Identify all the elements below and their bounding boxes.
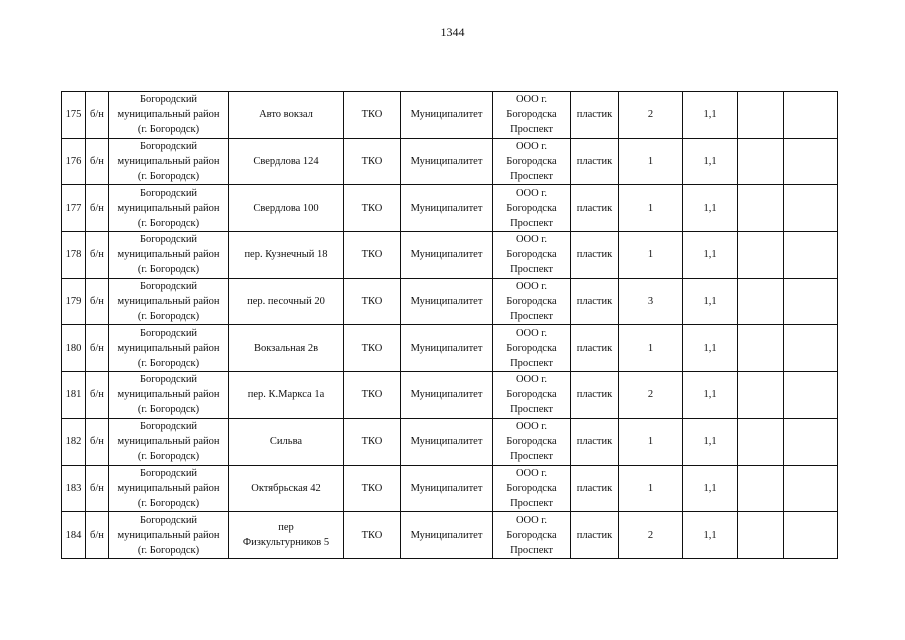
operator-line-3: Проспект <box>510 497 553 509</box>
district-line-1: Богородский <box>139 187 198 199</box>
waste-type-cell <box>344 512 401 559</box>
waste-type: ТКО <box>361 202 383 214</box>
operator-line-1: ООО г. <box>515 141 548 153</box>
district-line-1: Богородский <box>139 281 198 293</box>
owner: Муниципалитет <box>410 436 483 448</box>
district-line-1: Богородский <box>139 327 198 339</box>
owner: Муниципалитет <box>410 109 483 121</box>
row-number-cell <box>62 232 86 279</box>
district-line-1: Богородский <box>139 234 198 246</box>
row-number: 179 <box>65 296 82 308</box>
address-cell <box>229 185 344 232</box>
container-volume: 1,1 <box>703 249 717 261</box>
material-cell <box>571 185 619 232</box>
operator-line-1: ООО г. <box>515 187 548 199</box>
waste-type-cell <box>344 278 401 325</box>
operator-line-3: Проспект <box>510 357 553 369</box>
operator-line-3: Проспект <box>510 451 553 463</box>
bn-text: б/н <box>90 296 104 308</box>
waste-type: ТКО <box>361 389 383 401</box>
district-line-1: Богородский <box>139 514 198 526</box>
bn-cell <box>86 372 109 419</box>
bn-text: б/н <box>90 482 104 494</box>
owner-cell <box>401 185 493 232</box>
operator-line-2: Богородска <box>506 482 557 494</box>
address-cell <box>229 418 344 465</box>
waste-type: ТКО <box>361 249 383 261</box>
container-volume: 1,1 <box>703 296 717 308</box>
extra-cell-1 <box>738 278 784 325</box>
district-line-1: Богородский <box>139 374 198 386</box>
district-line-1: Богородский <box>139 467 198 479</box>
operator-line-1: ООО г. <box>515 327 548 339</box>
material-cell <box>571 232 619 279</box>
volume-cell <box>683 512 738 559</box>
bn-text: б/н <box>90 342 104 354</box>
address-cell <box>229 138 344 185</box>
table-row <box>62 232 838 279</box>
waste-type-cell <box>344 418 401 465</box>
table-row <box>62 325 838 372</box>
table-row <box>62 465 838 512</box>
address-line-1: Вокзальная 2в <box>253 342 319 354</box>
extra-cell-2 <box>784 278 838 325</box>
operator-line-1: ООО г. <box>515 421 548 433</box>
bn-cell <box>86 138 109 185</box>
table-row <box>62 185 838 232</box>
waste-type: ТКО <box>361 296 383 308</box>
row-number: 175 <box>65 109 82 121</box>
bn-cell <box>86 512 109 559</box>
operator-line-1: ООО г. <box>515 281 548 293</box>
operator-line-1: ООО г. <box>515 94 548 106</box>
waste-type-cell <box>344 372 401 419</box>
owner-cell <box>401 372 493 419</box>
material-cell <box>571 92 619 139</box>
district-line-2: муниципальный район <box>117 482 220 494</box>
waste-container-table <box>61 91 838 559</box>
address-cell <box>229 92 344 139</box>
operator-line-1: ООО г. <box>515 234 548 246</box>
material: пластик <box>576 436 613 448</box>
row-number-cell <box>62 92 86 139</box>
district-cell <box>109 278 229 325</box>
address-cell <box>229 278 344 325</box>
district-cell <box>109 92 229 139</box>
waste-type: ТКО <box>361 156 383 168</box>
bn-text: б/н <box>90 156 104 168</box>
operator-line-3: Проспект <box>510 311 553 323</box>
container-volume: 1,1 <box>703 156 717 168</box>
container-count: 1 <box>647 156 654 168</box>
owner-cell <box>401 512 493 559</box>
address-cell <box>229 372 344 419</box>
district-line-3: (г. Богородск) <box>137 217 200 229</box>
district-line-3: (г. Богородск) <box>137 451 200 463</box>
extra-cell-1 <box>738 232 784 279</box>
operator-line-2: Богородска <box>506 436 557 448</box>
table-body <box>62 92 838 559</box>
operator-line-2: Богородска <box>506 109 557 121</box>
operator-cell <box>493 278 571 325</box>
count-cell <box>619 512 683 559</box>
bn-cell <box>86 232 109 279</box>
bn-cell <box>86 278 109 325</box>
district-cell <box>109 325 229 372</box>
table-row <box>62 418 838 465</box>
operator-line-2: Богородска <box>506 249 557 261</box>
container-volume: 1,1 <box>703 529 717 541</box>
waste-type-cell <box>344 232 401 279</box>
volume-cell <box>683 278 738 325</box>
owner: Муниципалитет <box>410 296 483 308</box>
container-count: 3 <box>647 296 654 308</box>
volume-cell <box>683 185 738 232</box>
row-number: 184 <box>65 529 82 541</box>
extra-cell-1 <box>738 92 784 139</box>
operator-line-1: ООО г. <box>515 514 548 526</box>
extra-cell-1 <box>738 418 784 465</box>
operator-line-2: Богородска <box>506 156 557 168</box>
table-row <box>62 92 838 139</box>
address-cell <box>229 325 344 372</box>
operator-line-2: Богородска <box>506 389 557 401</box>
waste-type: ТКО <box>361 109 383 121</box>
extra-cell-1 <box>738 325 784 372</box>
district-line-2: муниципальный район <box>117 296 220 308</box>
operator-line-2: Богородска <box>506 296 557 308</box>
bn-cell <box>86 465 109 512</box>
owner: Муниципалитет <box>410 482 483 494</box>
address-line-1: пер. Кузнечный 18 <box>244 249 328 261</box>
waste-type: ТКО <box>361 529 383 541</box>
row-number-cell <box>62 465 86 512</box>
address-line-1: Авто вокзал <box>259 109 313 121</box>
row-number: 178 <box>65 249 82 261</box>
district-line-2: муниципальный район <box>117 342 220 354</box>
district-line-3: (г. Богородск) <box>137 404 200 416</box>
bn-text: б/н <box>90 249 104 261</box>
owner: Муниципалитет <box>410 529 483 541</box>
owner-cell <box>401 418 493 465</box>
district-line-2: муниципальный район <box>117 202 220 214</box>
owner-cell <box>401 92 493 139</box>
count-cell <box>619 278 683 325</box>
extra-cell-2 <box>784 232 838 279</box>
extra-cell-2 <box>784 465 838 512</box>
material: пластик <box>576 296 613 308</box>
operator-line-3: Проспект <box>510 171 553 183</box>
district-cell <box>109 232 229 279</box>
waste-type-cell <box>344 465 401 512</box>
district-cell <box>109 418 229 465</box>
owner: Муниципалитет <box>410 342 483 354</box>
volume-cell <box>683 465 738 512</box>
container-volume: 1,1 <box>703 482 717 494</box>
bn-text: б/н <box>90 109 104 121</box>
district-line-2: муниципальный район <box>117 436 220 448</box>
material: пластик <box>576 389 613 401</box>
operator-line-2: Богородска <box>506 202 557 214</box>
extra-cell-2 <box>784 372 838 419</box>
page-number: 1344 <box>440 25 465 39</box>
operator-cell <box>493 465 571 512</box>
bn-text: б/н <box>90 529 104 541</box>
district-line-1: Богородский <box>139 141 198 153</box>
district-cell <box>109 372 229 419</box>
operator-line-2: Богородска <box>506 529 557 541</box>
operator-cell <box>493 138 571 185</box>
waste-type-cell <box>344 92 401 139</box>
row-number-cell <box>62 278 86 325</box>
owner: Муниципалитет <box>410 389 483 401</box>
district-line-3: (г. Богородск) <box>137 544 200 556</box>
volume-cell <box>683 418 738 465</box>
row-number: 180 <box>65 342 82 354</box>
district-line-3: (г. Богородск) <box>137 124 200 136</box>
container-count: 1 <box>647 202 654 214</box>
address-cell <box>229 232 344 279</box>
row-number-cell <box>62 185 86 232</box>
bn-text: б/н <box>90 202 104 214</box>
volume-cell <box>683 372 738 419</box>
container-count: 1 <box>647 436 654 448</box>
operator-cell <box>493 92 571 139</box>
waste-type: ТКО <box>361 482 383 494</box>
material-cell <box>571 278 619 325</box>
waste-type-cell <box>344 325 401 372</box>
operator-cell <box>493 512 571 559</box>
bn-text: б/н <box>90 389 104 401</box>
material: пластик <box>576 249 613 261</box>
count-cell <box>619 325 683 372</box>
operator-line-3: Проспект <box>510 404 553 416</box>
operator-cell <box>493 185 571 232</box>
address-line-1: Свердлова 100 <box>253 202 319 214</box>
owner: Муниципалитет <box>410 249 483 261</box>
volume-cell <box>683 138 738 185</box>
district-line-2: муниципальный район <box>117 156 220 168</box>
extra-cell-1 <box>738 138 784 185</box>
owner-cell <box>401 325 493 372</box>
extra-cell-1 <box>738 512 784 559</box>
row-number-cell <box>62 138 86 185</box>
operator-line-2: Богородска <box>506 342 557 354</box>
material-cell <box>571 418 619 465</box>
bn-cell <box>86 418 109 465</box>
volume-cell <box>683 92 738 139</box>
extra-cell-2 <box>784 138 838 185</box>
row-number-cell <box>62 372 86 419</box>
extra-cell-2 <box>784 92 838 139</box>
row-number: 182 <box>65 436 82 448</box>
row-number-cell <box>62 418 86 465</box>
count-cell <box>619 418 683 465</box>
operator-cell <box>493 418 571 465</box>
container-volume: 1,1 <box>703 436 717 448</box>
extra-cell-2 <box>784 512 838 559</box>
table-row <box>62 278 838 325</box>
district-cell <box>109 138 229 185</box>
container-volume: 1,1 <box>703 389 717 401</box>
owner-cell <box>401 465 493 512</box>
operator-line-1: ООО г. <box>515 467 548 479</box>
row-number: 181 <box>65 389 82 401</box>
container-volume: 1,1 <box>703 109 717 121</box>
extra-cell-2 <box>784 185 838 232</box>
owner-cell <box>401 138 493 185</box>
bn-cell <box>86 185 109 232</box>
owner-cell <box>401 232 493 279</box>
address-line-1: пер <box>278 522 294 534</box>
container-count: 2 <box>647 389 654 401</box>
material-cell <box>571 138 619 185</box>
district-line-3: (г. Богородск) <box>137 264 200 276</box>
extra-cell-2 <box>784 325 838 372</box>
waste-type-cell <box>344 138 401 185</box>
operator-cell <box>493 325 571 372</box>
waste-type: ТКО <box>361 342 383 354</box>
table-row <box>62 372 838 419</box>
container-count: 1 <box>647 482 654 494</box>
material-cell <box>571 372 619 419</box>
district-line-3: (г. Богородск) <box>137 311 200 323</box>
material: пластик <box>576 156 613 168</box>
operator-line-3: Проспект <box>510 544 553 556</box>
material: пластик <box>576 482 613 494</box>
container-volume: 1,1 <box>703 342 717 354</box>
count-cell <box>619 138 683 185</box>
address-line-1: Свердлова 124 <box>253 156 319 168</box>
count-cell <box>619 465 683 512</box>
address-line-1: Октябрьская 42 <box>251 482 321 494</box>
count-cell <box>619 185 683 232</box>
count-cell <box>619 232 683 279</box>
extra-cell-1 <box>738 465 784 512</box>
waste-type-cell <box>344 185 401 232</box>
material: пластик <box>576 109 613 121</box>
material: пластик <box>576 342 613 354</box>
row-number: 183 <box>65 482 82 494</box>
container-count: 2 <box>647 109 654 121</box>
bn-cell <box>86 92 109 139</box>
district-line-3: (г. Богородск) <box>137 497 200 509</box>
material: пластик <box>576 529 613 541</box>
address-cell <box>229 465 344 512</box>
count-cell <box>619 92 683 139</box>
container-volume: 1,1 <box>703 202 717 214</box>
table-row <box>62 512 838 559</box>
district-cell <box>109 465 229 512</box>
district-line-1: Богородский <box>139 94 198 106</box>
district-cell <box>109 185 229 232</box>
district-line-1: Богородский <box>139 421 198 433</box>
container-count: 1 <box>647 342 654 354</box>
extra-cell-2 <box>784 418 838 465</box>
address-line-1: пер. песочный 20 <box>247 296 325 308</box>
bn-text: б/н <box>90 436 104 448</box>
operator-line-3: Проспект <box>510 264 553 276</box>
extra-cell-1 <box>738 372 784 419</box>
address-line-1: пер. К.Маркса 1а <box>247 389 325 401</box>
owner: Муниципалитет <box>410 156 483 168</box>
material-cell <box>571 325 619 372</box>
volume-cell <box>683 232 738 279</box>
district-cell <box>109 512 229 559</box>
container-count: 1 <box>647 249 654 261</box>
waste-type: ТКО <box>361 436 383 448</box>
table-row <box>62 138 838 185</box>
district-line-2: муниципальный район <box>117 389 220 401</box>
district-line-3: (г. Богородск) <box>137 171 200 183</box>
district-line-2: муниципальный район <box>117 109 220 121</box>
material-cell <box>571 512 619 559</box>
district-line-2: муниципальный район <box>117 529 220 541</box>
row-number-cell <box>62 325 86 372</box>
row-number-cell <box>62 512 86 559</box>
address-line-1: Сильва <box>269 436 303 448</box>
district-line-3: (г. Богородск) <box>137 357 200 369</box>
operator-line-3: Проспект <box>510 217 553 229</box>
material-cell <box>571 465 619 512</box>
operator-line-3: Проспект <box>510 124 553 136</box>
volume-cell <box>683 325 738 372</box>
owner-cell <box>401 278 493 325</box>
row-number: 177 <box>65 202 82 214</box>
operator-cell <box>493 372 571 419</box>
operator-cell <box>493 232 571 279</box>
extra-cell-1 <box>738 185 784 232</box>
count-cell <box>619 372 683 419</box>
address-cell <box>229 512 344 559</box>
owner: Муниципалитет <box>410 202 483 214</box>
district-line-2: муниципальный район <box>117 249 220 261</box>
material: пластик <box>576 202 613 214</box>
operator-line-1: ООО г. <box>515 374 548 386</box>
bn-cell <box>86 325 109 372</box>
address-line-2: Физкультурников 5 <box>242 537 330 549</box>
container-count: 2 <box>647 529 654 541</box>
row-number: 176 <box>65 156 82 168</box>
